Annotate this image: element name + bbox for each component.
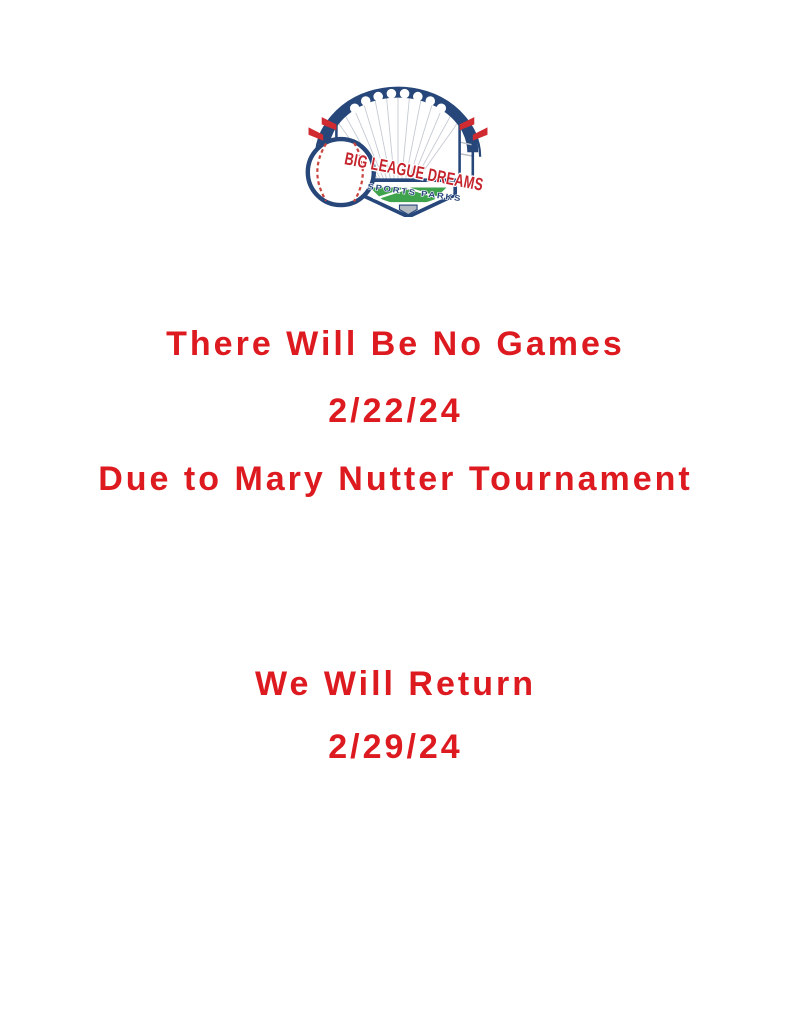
announcement-date-closed: 2/22/24 (328, 392, 463, 430)
announcement-date-return: 2/29/24 (328, 728, 463, 766)
announcement-return-label: We Will Return (255, 665, 536, 703)
logo-subtitle-text: SPORTS PARKS (366, 182, 462, 204)
baseball-icon (308, 139, 374, 205)
announcement-line-no-games: There Will Be No Games (166, 325, 625, 363)
announcement-reason: Due to Mary Nutter Tournament (98, 460, 693, 498)
big-league-dreams-logo (288, 70, 508, 217)
logo-banner-text: BIG LEAGUE DREAMS (342, 148, 489, 196)
stadium-logo-graphic (288, 70, 508, 217)
